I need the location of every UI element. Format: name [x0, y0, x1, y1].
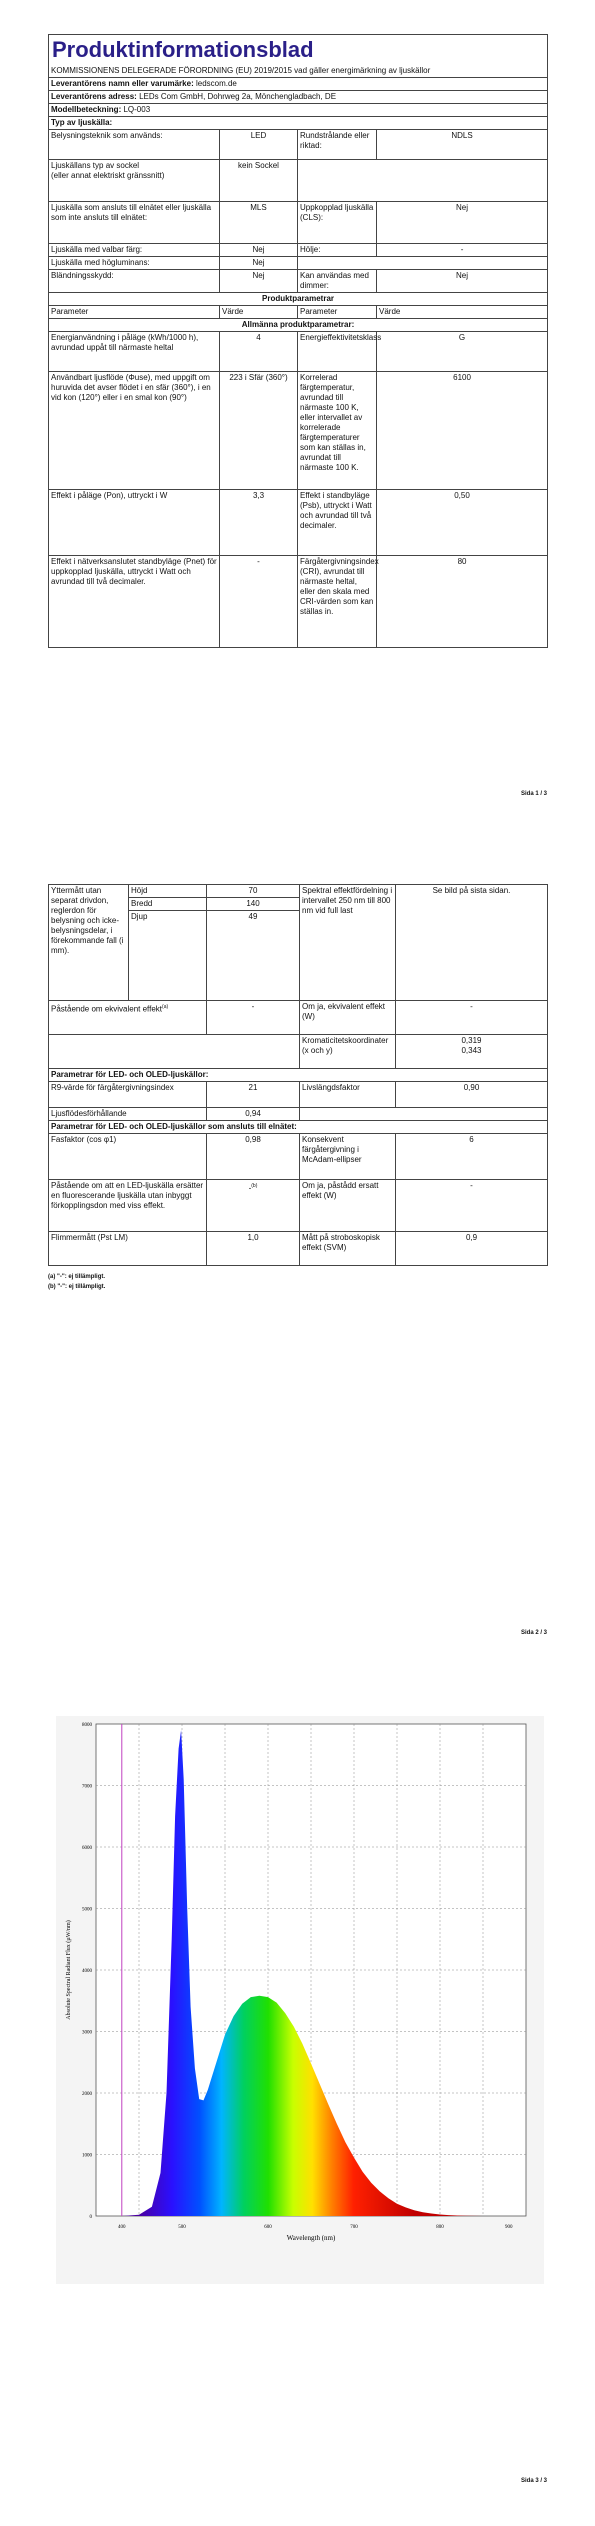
replace-power-label: Om ja, påstådd ersatt effekt (W) [300, 1180, 396, 1232]
replace-claim-label: Påstående om att en LED-ljuskälla ersätter en fluorescerande ljuskälla utan inbyggt förkopplingsdon med viss effekt. [49, 1180, 207, 1232]
regulation-text: KOMMISSIONENS DELEGERADE FÖRORDNING (EU) 2019/2015 vad gäller energimärkning av ljuskällor [51, 66, 431, 75]
replace-claim-value [207, 1180, 300, 1232]
y-tick-label: 5000 [82, 1907, 92, 1913]
directional-value: NDLS [377, 130, 548, 160]
net-standby-value: - [220, 556, 298, 648]
cri-value: 80 [377, 556, 548, 648]
spectrum-chart [56, 1716, 544, 2284]
chromaticity-x: 0,319 [461, 1036, 482, 1045]
high-luminance-value: Nej [220, 257, 298, 270]
note-b-ref: (b) [251, 1183, 258, 1189]
page-number-1: Sida 1 / 3 [520, 791, 547, 797]
empty-cell [298, 257, 548, 270]
equiv-claim-cell [49, 1001, 207, 1035]
lumen-maint-label: Ljusflödesförhållande [49, 1108, 207, 1121]
empty-cell [298, 160, 548, 202]
model-label: Modellbeteckning: [51, 105, 122, 114]
y-tick-label: 3000 [82, 2030, 92, 2036]
footnotes [48, 1272, 547, 1292]
lumen-maint-value: 0,94 [207, 1108, 300, 1121]
mains-value: MLS [220, 202, 298, 244]
led-mains-header: Parametrar för LED- och OLED-ljuskällor som ansluts till elnätet: [49, 1121, 548, 1134]
page-2 [0, 884, 595, 1292]
high-luminance-label: Ljuskälla med högluminans: [49, 257, 220, 270]
note-a-ref: (a) [162, 1004, 169, 1010]
width-label: Bredd [129, 898, 207, 911]
note-a: (a) "-": ej tillämpligt. [48, 1274, 106, 1280]
y-axis-label: Absolute Spectral Radiant Flux (µW/nm) [66, 1920, 72, 2020]
x-tick-label: 400 [118, 2225, 126, 2230]
equiv-power-value: - [396, 1001, 548, 1035]
spectral-value: Se bild på sista sidan. [396, 885, 548, 1001]
envelope-value: - [377, 244, 548, 257]
colour-tunable-label: Ljuskälla med valbar färg: [49, 244, 220, 257]
cct-value: 6100 [377, 372, 548, 490]
page-2-content [48, 884, 547, 1292]
equiv-claim-value: - [207, 1001, 300, 1035]
page-1 [0, 34, 595, 648]
connected-value: Nej [377, 202, 548, 244]
standby-value: 0,50 [377, 490, 548, 556]
info-table-2 [48, 884, 548, 1266]
depth-value: 49 [207, 911, 300, 1001]
on-power-label: Effekt i påläge (Pon), uttryckt i W [49, 490, 220, 556]
r9-label: R9-värde för färgåtergivningsindex [49, 1082, 207, 1108]
replace-power-value: - [396, 1180, 548, 1232]
flux-label: Användbart ljusflöde (Φuse), med uppgift om huruvida det avser flödet i en sfär (360°), i en vid kon (120°) eller i en smal kon (90°) [49, 372, 220, 490]
net-standby-label: Effekt i nätverksanslutet standbyläge (Pnet) för uppkopplad ljuskälla, uttryckt i Watt och avrundad till två decimaler. [49, 556, 220, 648]
replace-claim: - [248, 1183, 252, 1193]
anti-glare-value: Nej [220, 270, 298, 293]
depth-label: Djup [129, 911, 207, 1001]
outer-dims-label: Yttermått utan separat drivdon, reglerdon för belysning och icke-belysningsdelar, i förekommande fall (i mm). [49, 885, 129, 1001]
mains-label: Ljuskälla som ansluts till elnätet eller ljuskälla som inte ansluts till elnätet: [49, 202, 220, 244]
energy-class-value: G [377, 332, 548, 372]
colour-tunable-value: Nej [220, 244, 298, 257]
note-b: (b) "-": ej tillämpligt. [48, 1284, 106, 1290]
led-params-header: Parametrar för LED- och OLED-ljuskällor: [49, 1069, 548, 1082]
empty-cell [49, 1035, 300, 1069]
y-tick-label: 6000 [82, 1846, 92, 1851]
col-param-2: Parameter [298, 306, 377, 319]
height-label: Höjd [129, 885, 207, 898]
page-number-3: Sida 3 / 3 [520, 2478, 547, 2484]
height-value: 70 [207, 885, 300, 898]
y-tick-label: 0 [89, 2215, 92, 2220]
cri-label: Färgåtergivningsindex (CRI), avrundat till närmaste heltal, eller den skala med CRI-värden som kan ställas in. [298, 556, 377, 648]
width-value: 140 [207, 898, 300, 911]
page-1-content [48, 34, 547, 648]
y-tick-label: 7000 [82, 1784, 92, 1790]
anti-glare-label: Bländningsskydd: [49, 270, 220, 293]
empty-cell [300, 1108, 548, 1121]
document-title: Produktinformationsblad [52, 37, 314, 62]
equiv-claim-label: Påstående om ekvivalent effekt [51, 1004, 163, 1014]
cap-label: Ljuskällans typ av sockel [51, 161, 140, 170]
y-tick-label: 4000 [82, 1969, 92, 1974]
col-value-2: Värde [377, 306, 548, 319]
supplier-name-label: Leverantörens namn eller varumärke: [51, 79, 194, 88]
chromaticity-label: Kromaticitetskoordinater (x och y) [300, 1035, 396, 1069]
dimmable-value: Nej [377, 270, 548, 293]
col-param-1: Parameter [49, 306, 220, 319]
envelope-label: Hölje: [298, 244, 377, 257]
survival-value: 0,90 [396, 1082, 548, 1108]
cct-label: Korrelerad färgtemperatur, avrundad till närmaste 100 K, eller intervallet av korrelerade färgtemperaturer som kan ställas in, avrundat till närmaste 100 K. [298, 372, 377, 490]
cap-sub: (eller annat elektriskt gränssnitt) [51, 171, 165, 180]
page-number-2: Sida 2 / 3 [520, 1630, 547, 1636]
x-tick-label: 900 [505, 2225, 513, 2230]
lighting-tech-label: Belysningsteknik som används: [49, 130, 220, 160]
supplier-address-label: Leverantörens adress: [51, 92, 137, 101]
supplier-name: ledscom.de [195, 79, 237, 88]
spectral-label: Spektral effektfördelning i intervallet 250 nm till 800 nm vid full last [300, 885, 396, 1001]
connected-label: Uppkopplad ljuskälla (CLS): [298, 202, 377, 244]
chromaticity-y: 0,343 [461, 1046, 482, 1055]
dimmable-label: Kan användas med dimmer: [298, 270, 377, 293]
standby-label: Effekt i standbyläge (Psb), uttryckt i Watt och avrundad till två decimaler. [298, 490, 377, 556]
svm-value: 0,9 [396, 1232, 548, 1266]
energy-class-label: Energieffektivitetsklass [298, 332, 377, 372]
x-tick-label: 500 [178, 2225, 186, 2230]
phi-label: Fasfaktor (cos φ1) [49, 1134, 207, 1180]
on-power-value: 3,3 [220, 490, 298, 556]
equiv-power-label: Om ja, ekvivalent effekt (W) [300, 1001, 396, 1035]
lighting-tech-value: LED [220, 130, 298, 160]
type-label: Typ av ljuskälla: [49, 117, 548, 130]
x-tick-label: 600 [264, 2225, 272, 2230]
x-axis-label: Wavelength (nm) [286, 2234, 336, 2242]
x-tick-label: 800 [436, 2225, 444, 2230]
product-params-header: Produktparametrar [49, 293, 548, 306]
chromaticity-value [396, 1035, 548, 1069]
y-tick-label: 1000 [82, 2153, 92, 2159]
col-value-1: Värde [220, 306, 298, 319]
r9-value: 21 [207, 1082, 300, 1108]
consistency-value: 6 [396, 1134, 548, 1180]
flicker-label: Flimmermått (Pst LM) [49, 1232, 207, 1266]
consistency-label: Konsekvent färgåtergivning i McAdam-ellipser [300, 1134, 396, 1180]
supplier-address: LEDs Com GmbH, Dohrweg 2a, Mönchengladbach, DE [139, 92, 337, 101]
energy-value: 4 [220, 332, 298, 372]
y-tick-label: 8000 [82, 1723, 92, 1728]
survival-label: Livslängdsfaktor [300, 1082, 396, 1108]
y-tick-label: 2000 [82, 2092, 92, 2097]
x-tick-label: 700 [350, 2225, 358, 2230]
cap-value: kein Sockel [220, 160, 298, 202]
energy-label: Energianvändning i påläge (kWh/1000 h), avrundad uppåt till närmaste heltal [49, 332, 220, 372]
directional-label: Rundstrålande eller riktad: [298, 130, 377, 160]
flicker-value: 1,0 [207, 1232, 300, 1266]
svm-label: Mått på stroboskopisk effekt (SVM) [300, 1232, 396, 1266]
model-value: LQ-003 [123, 105, 151, 114]
flux-value: 223 i Sfär (360°) [220, 372, 298, 490]
info-table-1 [48, 34, 548, 648]
cap-cell [49, 160, 220, 202]
phi-value: 0,98 [207, 1134, 300, 1180]
general-params-header: Allmänna produktparametrar: [49, 319, 548, 332]
